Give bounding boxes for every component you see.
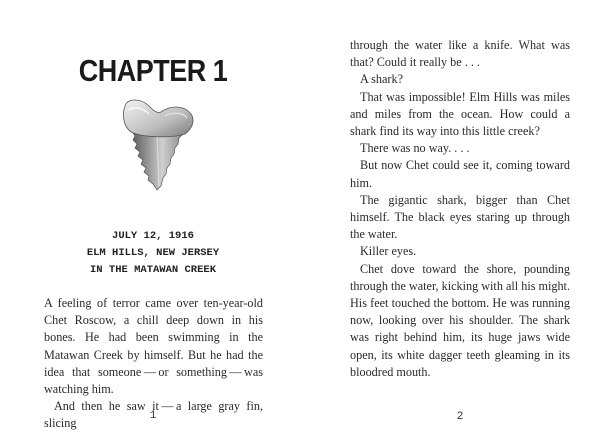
paragraph: Chet dove toward the shore, pounding through the water, kicking with all his might. His feet touched the bottom. He was running now, looking over his shoulder. The shark was right behind him, its huge jaws wide open, its white dagger teeth gleaming in its bloodred mouth. — [350, 261, 570, 379]
dateline-place: ELM HILLS, NEW JERSEY — [86, 247, 220, 259]
paragraph: The gigantic shark, bigger than Chet himself. The black eyes staring up through the water. — [350, 192, 570, 242]
dateline-location: IN THE MATAWAN CREEK — [89, 264, 217, 276]
paragraph: But now Chet could see it, coming toward him. — [350, 158, 570, 190]
chapter-title: CHAPTER 1 — [78, 54, 228, 88]
paragraph: through the water like a knife. What was that? Could it really be . . . — [350, 38, 570, 70]
right-page — [306, 0, 613, 445]
right-page-body — [350, 37, 570, 381]
dateline — [0, 228, 306, 279]
paragraph: There was no way. . . . — [360, 141, 470, 156]
page-number: 2 — [456, 410, 464, 422]
paragraph: Killer eyes. — [360, 244, 417, 259]
paragraph: A feeling of terror came over ten-year-old Chet Roscow, a chill deep down in his bones. He had been swimming in the Matawan Creek by himself. But he had the idea that someone — or something — was watching him. — [44, 296, 263, 397]
dateline-date: JULY 12, 1916 — [112, 230, 194, 242]
shark-tooth-icon — [113, 96, 201, 194]
paragraph: And then he saw it — a large gray fin, slicing — [44, 399, 263, 431]
paragraph: A shark? — [360, 72, 403, 87]
left-page — [0, 0, 306, 445]
page-number: 1 — [149, 410, 157, 422]
paragraph: That was impossible! Elm Hills was miles and miles from the ocean. How could a shark find its way into this little creek? — [350, 89, 570, 139]
